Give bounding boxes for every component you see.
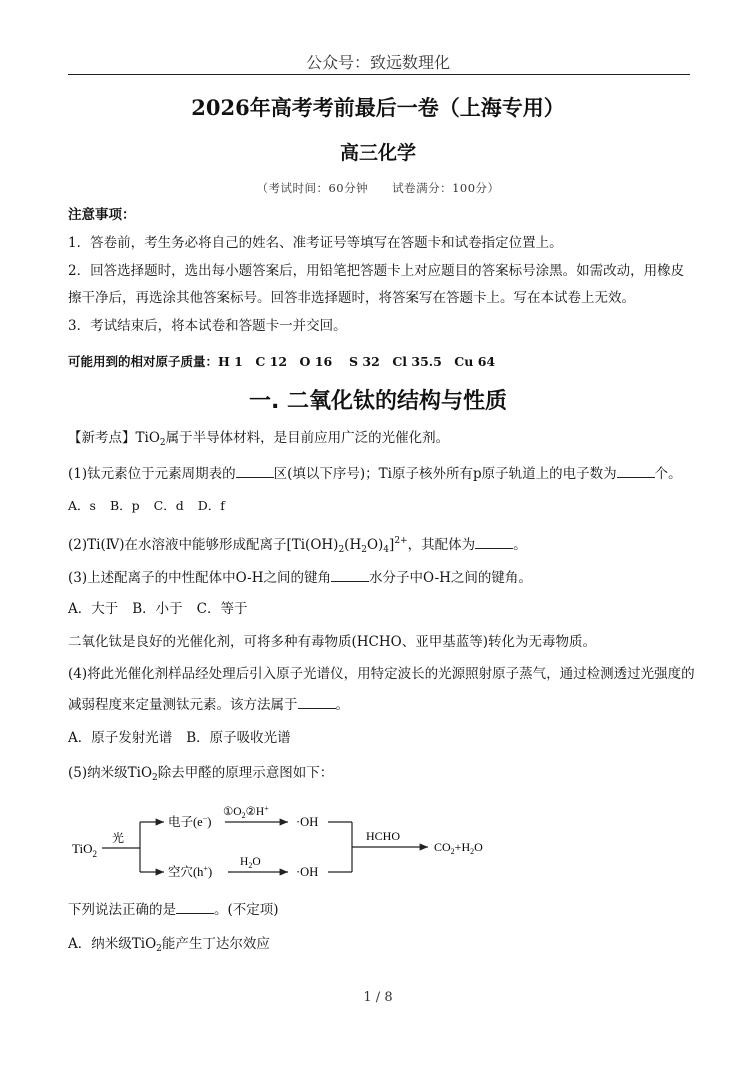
diagram-tio2: TiO$_2$ (72, 841, 97, 859)
notice-item-2-cont: 擦干净后，再选涂其他答案标号。回答非选择题时，将答案写在答题卡上。写在本试卷上无效。 (68, 290, 635, 306)
exam-subject: 高三化学 (339, 142, 416, 164)
notice-heading: 注意事项： (68, 207, 136, 223)
answer-blank-3[interactable] (331, 567, 369, 582)
notice-item-3: 3．考试结束后，将本试卷和答题卡一并交回。 (68, 318, 347, 334)
choice-4b: B．原子吸收光谱 (186, 730, 291, 746)
exam-title: 2026年高考考前最后一卷（上海专用） (191, 95, 565, 120)
diagram-water: $H_2O$ (240, 856, 261, 870)
choice-1c: C．d (153, 498, 184, 513)
question-4-line2: 减弱程度来定量测钛元素。该方法属于 。 (68, 694, 349, 715)
question-5: (5)纳米级TiO$_2$除去甲醛的原理示意图如下： (68, 765, 334, 783)
diagram-hcho: HCHO (366, 829, 401, 843)
atomic-masses: 可能用到的相对原子质量：H 1 C 12 O 16 S 32 Cl 35.5 Cu 64 (68, 354, 496, 369)
choice-1b: B．p (109, 498, 140, 513)
notice-item-1: 1．答卷前，考生务必将自己的姓名、准考证号等填写在答题卡和试卷指定位置上。 (68, 235, 563, 251)
answer-blank-4[interactable] (298, 694, 336, 709)
choice-3b: B．小于 (132, 601, 183, 617)
choice-1a: A．s (68, 498, 96, 513)
question-4-line1: (4)将此光催化剂样品经处理后引入原子光谱仪，用特定波长的光源照射原子蒸气，通过检测透过光强度的 (68, 666, 695, 682)
page-number: 1 / 8 (363, 990, 393, 1005)
question-1: (1)钛元素位于元素周期表的 区(填以下序号)；Ti原子核外所有p原子轨道上的电子数为 个。 (68, 463, 682, 484)
answer-blank-5[interactable] (176, 899, 214, 914)
question-5-option-a: A．纳米级TiO$_2$能产生丁达尔效应 (68, 936, 270, 954)
question-3-choices (68, 599, 262, 619)
diagram-light: 光 (112, 831, 125, 845)
header-rule (68, 74, 690, 75)
diagram-product: $CO_2+H_2O$ (434, 840, 483, 856)
question-5-prompt: 下列说法正确的是 。(不定项) (68, 899, 279, 920)
paragraph-photocatalyst: 二氧化钛是良好的光催化剂，可将多种有毒物质(HCHO、亚甲基蓝等)转化为无毒物质。 (68, 634, 596, 650)
choice-3c: C．等于 (196, 601, 248, 617)
answer-blank-1a[interactable] (236, 463, 274, 478)
new-topic-tag: 【新考点】 (68, 430, 136, 446)
tio2-mechanism-diagram (60, 795, 520, 895)
diagram-electron: 电子(e−) (168, 814, 212, 829)
choice-4a: A．原子发射光谱 (68, 730, 173, 746)
question-3: (3)上述配离子的中性配体中O-H之间的键角 水分子中O-H之间的键角。 (68, 567, 532, 588)
choice-1d: D．f (197, 498, 225, 513)
answer-blank-2[interactable] (475, 534, 513, 549)
exam-info: （考试时间：60分钟 试卷满分：100分） (256, 181, 500, 195)
choice-3a: A．大于 (68, 601, 119, 617)
answer-blank-1b[interactable] (617, 463, 655, 478)
notice-item-2: 2．回答选择题时，选出每小题答案后，用铅笔把答题卡上对应题目的答案标号涂黑。如需改动，用橡皮 (68, 263, 685, 279)
diagram-electron-step: $①O_2②H^+$ (223, 804, 269, 820)
page-header: 公众号：致远数理化 (305, 53, 450, 72)
section-title: 一. 二氧化钛的结构与性质 (248, 389, 508, 414)
intro-paragraph: 【新考点】TiO$_2$属于半导体材料，是目前应用广泛的光催化剂。 (68, 430, 450, 448)
question-1-choices (68, 496, 239, 516)
diagram-oh-top: ·OH (296, 815, 319, 829)
diagram-hole: 空穴(h+) (168, 864, 213, 879)
diagram-oh-bottom: ·OH (296, 865, 319, 879)
question-4-choices (68, 728, 305, 748)
question-2: (2)Ti(Ⅳ)在水溶液中能够形成配离子$[Ti(OH)_2(H_2O)_4]^{2+}$，其配体为 。 (68, 536, 527, 555)
